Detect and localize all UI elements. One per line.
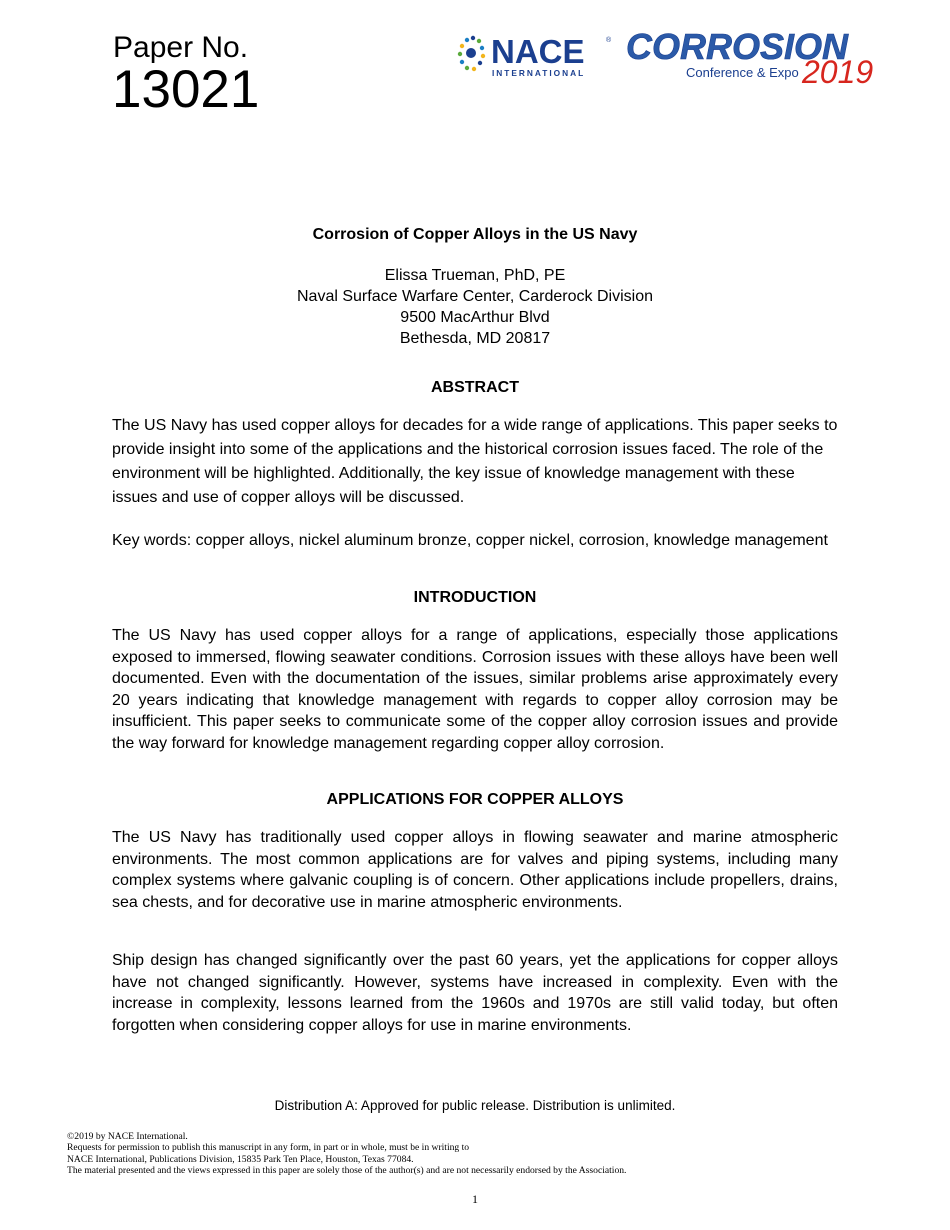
copyright-footer [67,1131,867,1176]
footer-line: NACE International, Publications Division, 15835 Park Ten Place, Houston, Texas 77084. [67,1153,414,1165]
paper-title: Corrosion of Copper Alloys in the US Navy [312,226,638,243]
footer-line: ©2019 by NACE International. [67,1131,188,1142]
corrosion-conference-logo [624,26,886,90]
nace-logo-tagline: INTERNATIONAL [492,68,586,78]
applications-paragraph: The US Navy has traditionally used copper alloys in flowing seawater and marine atmospheric environments. The most common applications are for valves and piping systems, including many complex systems where galvanic coupling is of concern. Other applications include propellers, drains, sea chests, and for decorative use in marine atmospheric environments. [112,829,838,911]
footer-line: The material presented and the views expressed in this paper are solely those of the author(s) and are not necessarily endorsed by the Association. [67,1164,627,1176]
introduction-heading: INTRODUCTION [413,589,537,606]
nace-logo-text: NACE [491,33,585,70]
nace-logo [455,30,615,80]
nace-globe-icon [458,36,485,71]
author-affiliation: Naval Surface Warfare Center, Carderock Division [297,288,653,305]
footer-line: Requests for permission to publish this manuscript in any form, in part or in whole, must be in writing to [67,1142,470,1154]
conference-expo-text: Conference & Expo [686,65,799,80]
corrosion-logo-text: CORROSION [626,26,849,67]
abstract-heading: ABSTRACT [431,379,519,396]
abstract-text: The US Navy has used copper alloys for decades for a wide range of applications. This paper seeks to provide insight into some of the applications and the historical corrosion issues faced. The role of the environment will be highlighted. Additionally, the key issue of knowledge management with these issues and use of copper alloys will be discussed. [112,417,838,506]
author-city-address: Bethesda, MD 20817 [399,330,551,347]
paper-number: 13021 [112,60,260,119]
keywords: Key words: copper alloys, nickel aluminum bronze, copper nickel, corrosion, knowledge management [112,532,828,549]
distribution-statement: Distribution A: Approved for public release. Distribution is unlimited. [274,1098,676,1113]
author-street-address: 9500 MacArthur Blvd [400,309,550,326]
applications-heading: APPLICATIONS FOR COPPER ALLOYS [326,791,624,808]
applications-paragraph: Ship design has changed significantly over the past 60 years, yet the applications for copper alloys have not changed significantly. However, systems have increased in complexity. Even with the increase in complexity, lessons learned from the 1960s and 1970s are still valid today, but often forgotten when considering copper alloys for use in marine environments. [112,952,838,1034]
paper-number-label: Paper No. [113,31,249,64]
author-name: Elissa Trueman, PhD, PE [384,267,566,284]
conference-year: 2019 [802,54,874,90]
registered-mark: ® [606,37,612,44]
introduction-text: The US Navy has used copper alloys for a range of applications, especially those applications exposed to immersed, flowing seawater conditions. Corrosion issues with these alloys have been well documented. Even with the documentation of the issues, similar problems arise approximately every 20 years indicating that knowledge management with regards to copper alloy corrosion may be insufficient. This paper seeks to communicate some of the copper alloy corrosion issues and provide the way forward for knowledge management regarding copper alloy corrosion. [112,627,838,752]
page-number: 1 [472,1192,478,1206]
author-block [112,265,838,349]
